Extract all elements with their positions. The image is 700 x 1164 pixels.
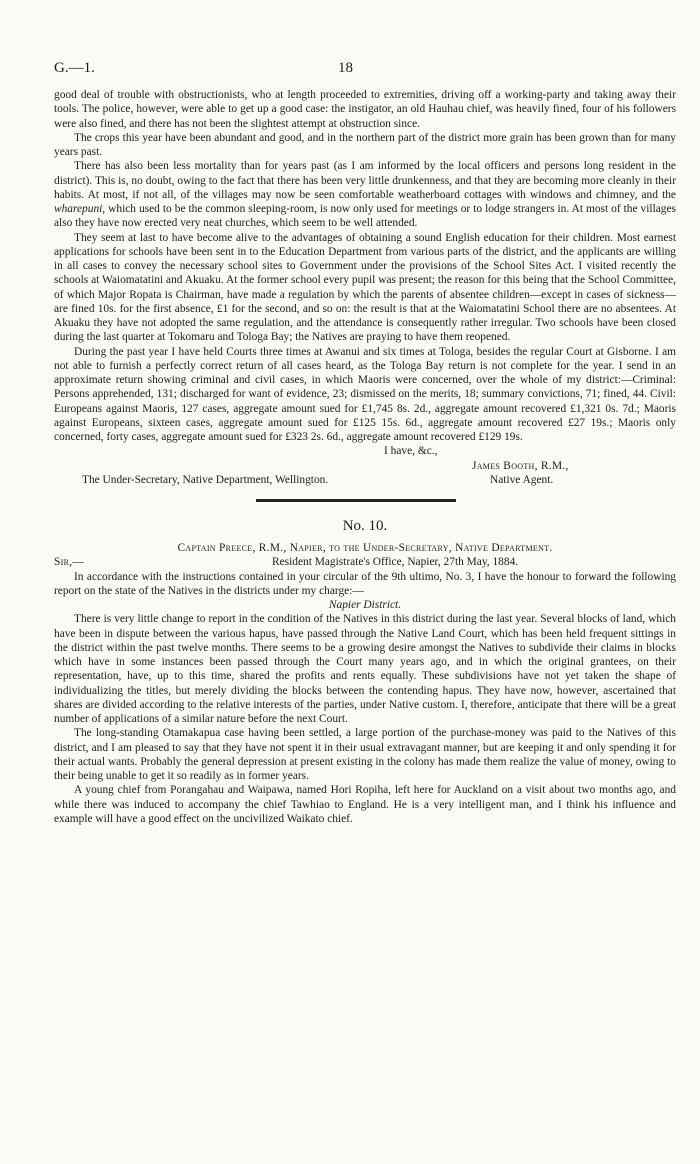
document-reference: G.—1.	[54, 60, 95, 76]
salutation-line	[54, 555, 676, 569]
paragraph-courts: During the past year I have held Courts three times at Awanui and six times at Tologa, besides the regular Court at Gisborne. I am not able to furnish a perfectly correct return of all cases heard, as the Tologa Bay return is not complete for the year. I send in an approximate return showing criminal and civil cases, in which Maoris were concerned, over the whole of my district:—Criminal: Persons apprehended, 131; discharged for want of evidence, 23; dismissed on the merits, 18; summary convictions, 71; fined, 44. Civil: Europeans against Maoris, 127 cases, aggregate amount sued for £1,745 8s. 2d., aggregate amount recovered £1,321 0s. 7d.; Maoris against Europeans, sixteen cases, aggregate amount sued for £125 15s. 6d., aggregate amount recovered £27 19s.; Maoris only concerned, forty cases, aggregate amount sued for £323 2s. 6d., aggregate amount recovered £129 19s.	[54, 345, 676, 443]
page-number: 18	[338, 60, 353, 76]
paragraph-mortality	[54, 159, 676, 230]
wharepuni-term: wharepuni,	[54, 203, 106, 215]
signature-closing: I have, &c.,	[384, 445, 438, 458]
salutation: Sir,—	[54, 556, 85, 569]
signature-addressee: The Under-Secretary, Native Department, Wellington.	[82, 473, 329, 486]
signature-name: James Booth, R.M.,	[472, 459, 569, 472]
section-divider	[54, 487, 676, 513]
document-number: No. 10.	[342, 518, 388, 534]
paragraph-intro: In accordance with the instructions contained in your circular of the 9th ultimo, No. 3, I have the honour to forward the following report on the state of the Natives in the districts under my charge:—	[54, 570, 676, 597]
signature-block	[54, 444, 676, 487]
document-from-line: Captain Preece, R.M., Napier, to the Under-Secretary, Native Department.	[177, 542, 553, 554]
section-subheading: Napier District.	[328, 599, 402, 611]
dateline: Resident Magistrate's Office, Napier, 27th May, 1884.	[272, 556, 519, 569]
paragraph-napier-3: A young chief from Porangahau and Waipawa, named Hori Ropiha, left here for Auckland on a visit about two months ago, and while there was induced to accompany the chief Tawhiao to England. He is a very intelligent man, and I think his influence and example will have a good effect on the uncivilized Waikato chief.	[54, 784, 676, 825]
paragraph-continuation: good deal of trouble with obstructionists, who at length proceeded to extremities, driving off a working-party and taking away their tools. The police, however, were able to get up a good case: the instigator, an old Hauhau chief, was heavily fined, four of his followers were also fined, and there has not been the slightest attempt at obstruction since.	[54, 89, 676, 130]
paragraph-mortality-text: There has also been less mortality than for years past (as I am informed by the local officers and persons long resident in the district). This is, no doubt, owing to the fact that there has been very little drunkenness, and that they are becoming more cleanly in their habits. At most, if not all, of the villages may now be seen comfortable weatherboard cottages with windows and chimney, and the	[54, 160, 676, 201]
paragraph-mortality-rest: which used to be the common sleeping-room, is now only used for meetings or to lodge strangers in. At most of the villages also they have now erected very neat churches, which seem to be well attended.	[54, 203, 676, 230]
paragraph-crops: The crops this year have been abundant and good, and in the northern part of the district more grain has been grown than for many years past.	[54, 131, 676, 158]
paragraph-education: They seem at last to have become alive to the advantages of obtaining a sound English education for their children. Most earnest applications for schools have been sent in to the Education Department from various parts of the district, and the applicants are willing in all cases to convey the necessary school sites to Government under the provisions of the School Sites Act. I visited recently the schools at Waiomatatini and Akuaku. At the former school every pupil was present; the reason for this being that the School Committee, of which Major Ropata is Chairman, have made a regulation by which the parents of absentee children—except in cases of sickness—are fined 10s. for the first absence, £1 for the second, and so on: the result is that at the Waiomatatini School there are no absentees. At Akuaku they have not adopted the same regulation, and the attendance is consequently rather irregular. Two schools have been closed during the last quarter at Tokomaru and Tologa Bay; the Natives are praying to have them reopened.	[54, 231, 676, 344]
page-body	[54, 88, 676, 826]
page-header	[54, 60, 672, 80]
paragraph-napier-2: The long-standing Otamakapua case having been settled, a large portion of the purchase-money was paid to the Natives of this district, and I am pleased to say that they have not spent it in their usual extravagant manner, but are keeping it and only spending it for their actual wants. Probably the general depression at present existing in the colony has made them realize the value of money, owing to their being unable to get it so readily as in former years.	[54, 727, 676, 782]
paragraph-napier-1: There is very little change to report in the condition of the Natives in this district during the last year. Several blocks of land, which have been in dispute between the various hapus, have passed through the Native Land Court, which has been held frequent sittings in the district within the past twelve months. There seems to be a growing desire amongst the Natives to subdivide their claims in blocks which have in some instances been passed through the Court many years ago, and in which the original grantees, on their representation, have, up to this time, shared the profits and rents equally. These subdivisions have not yet taken the shape of individualizing the titles, but merely dividing the blocks between the contending hapus. They have now, however, ascertained that shares are divided according to the relative interests of the parties, under Native custom. I, therefore, anticipate that there will be a great number of applications of a similar nature before the next Court.	[54, 613, 676, 725]
signature-title: Native Agent.	[490, 473, 554, 486]
